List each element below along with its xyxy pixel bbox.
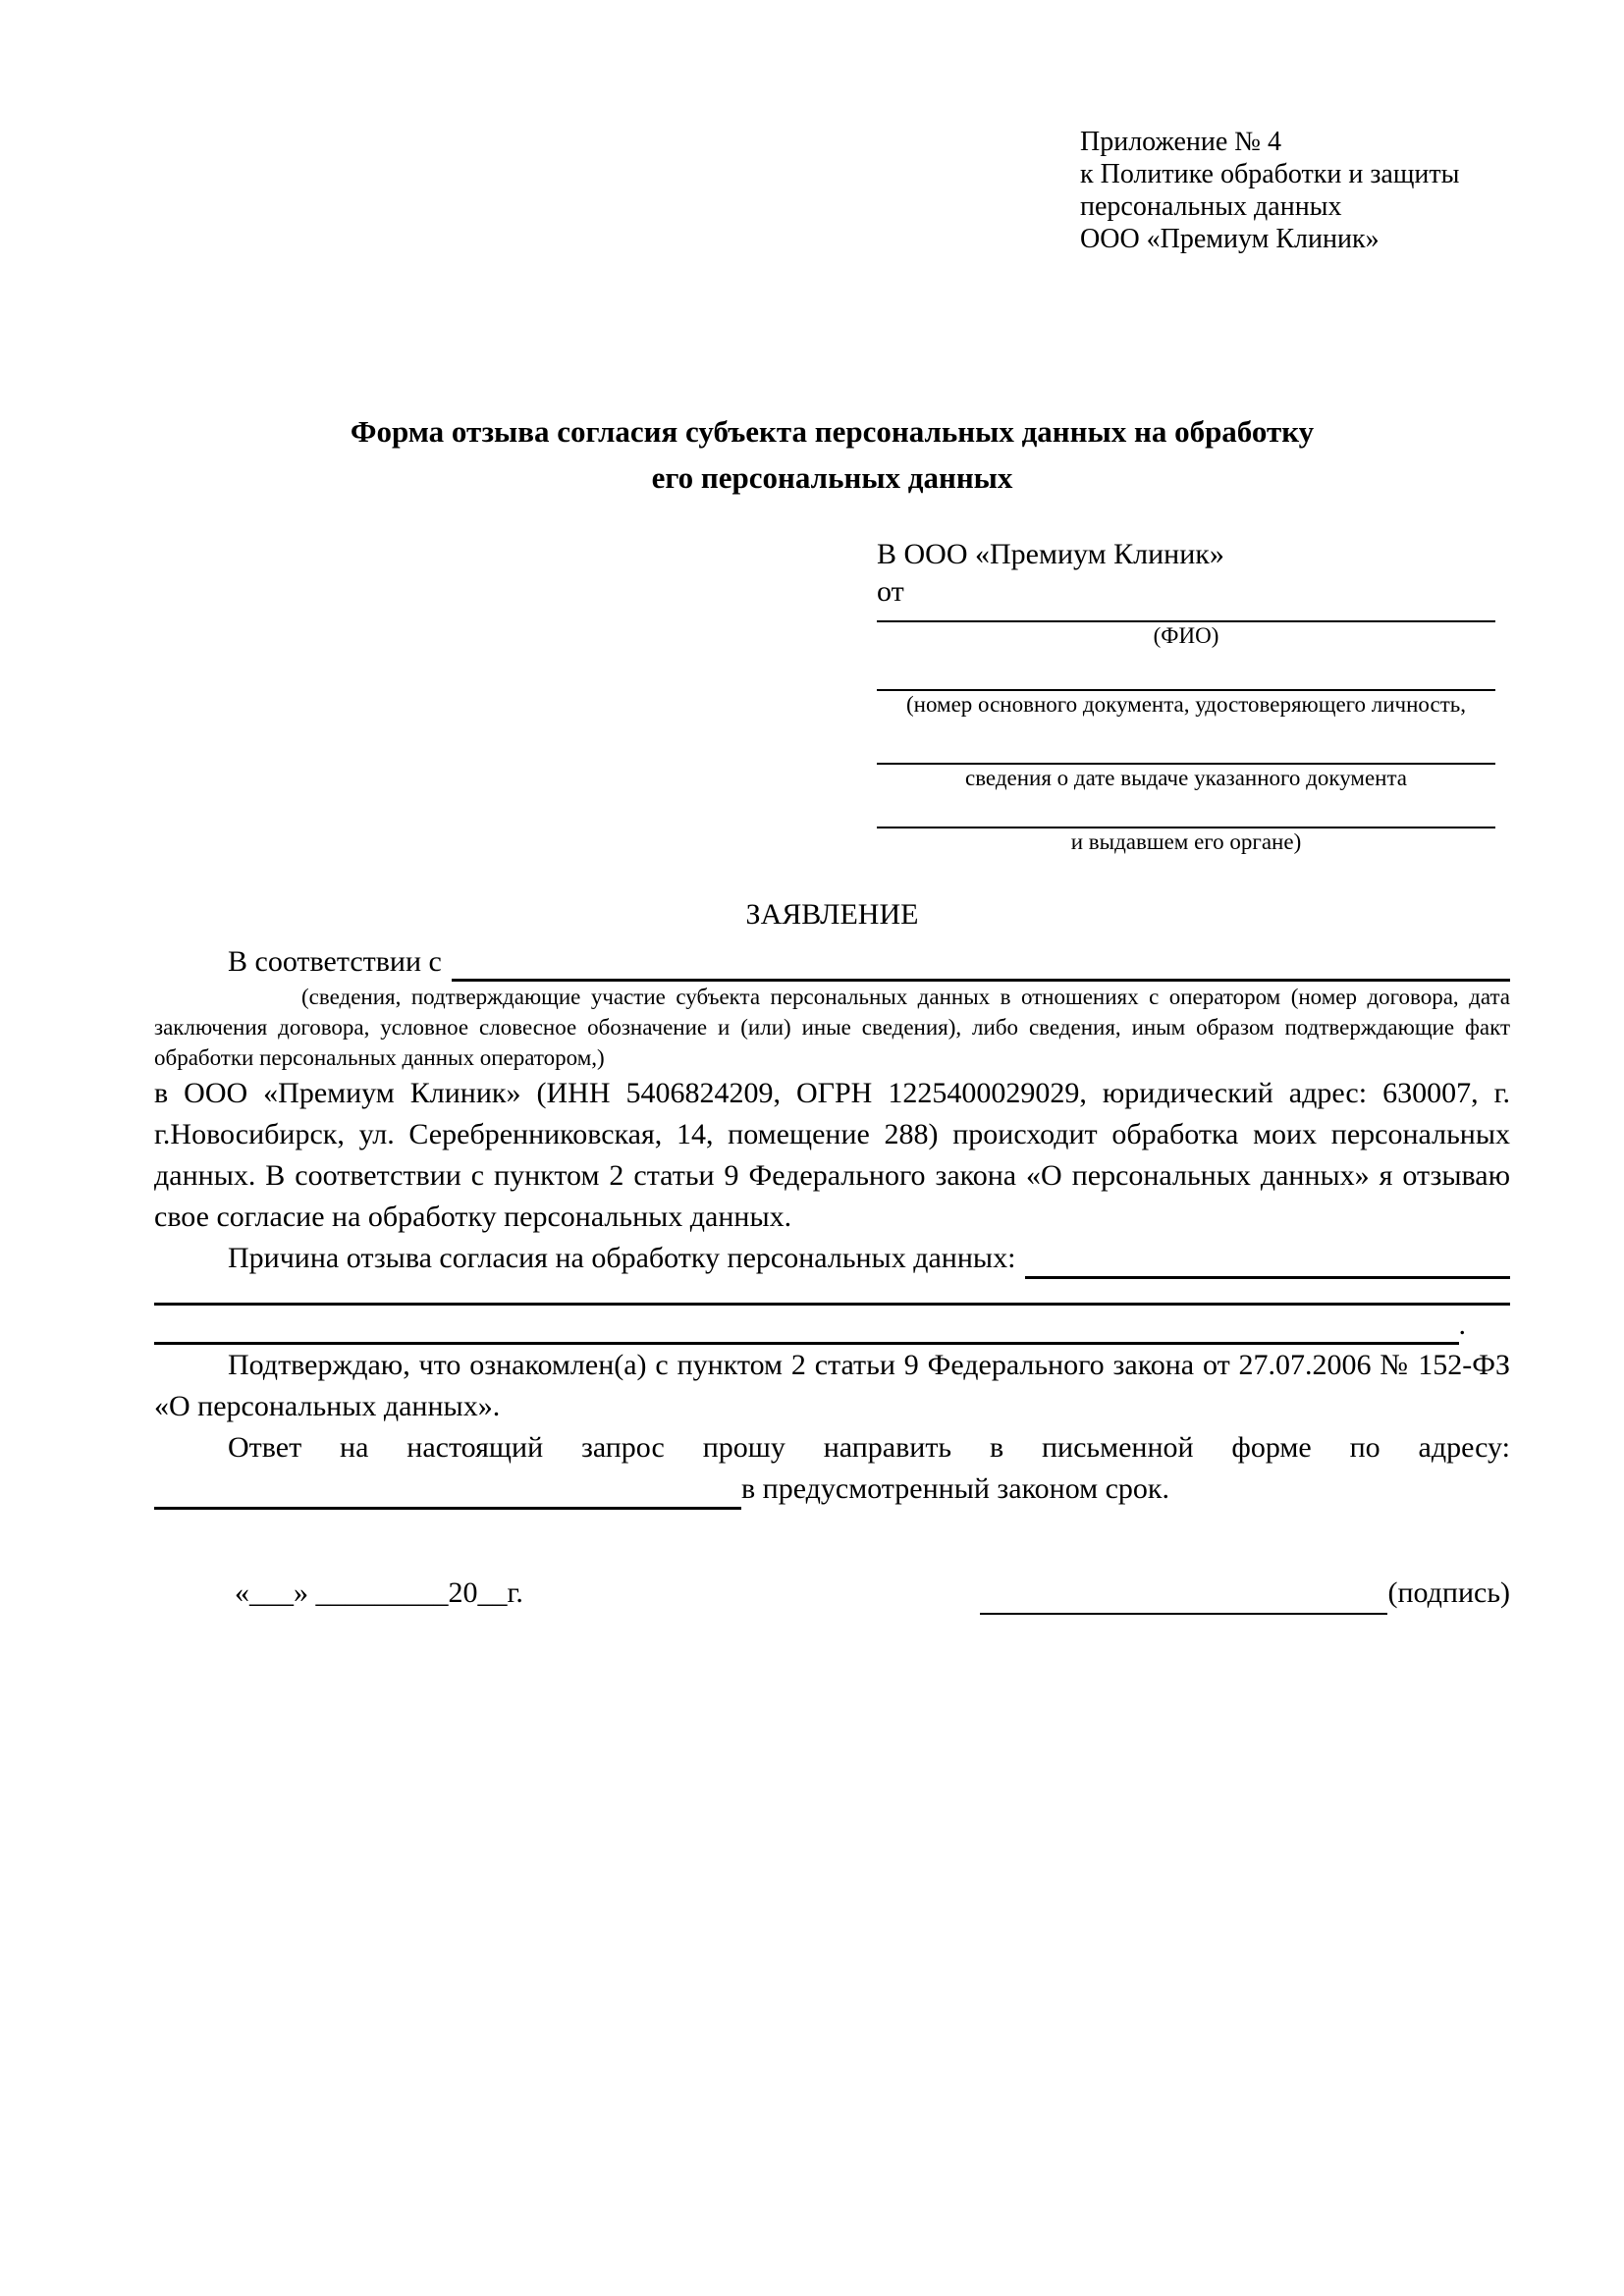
response-address-blank-line [154,1473,741,1510]
intro-blank-line [452,945,1510,982]
appendix-line: ООО «Премиум Клиник» [1080,224,1380,254]
intro-prefix: В соответствии с [228,945,442,978]
signature-blank-line [980,1577,1387,1615]
document-title [154,408,1510,501]
addressee-block [877,536,1495,856]
reason-blank-line-2 [154,1279,1510,1306]
statement-body-paragraph: в ООО «Премиум Клиник» (ИНН 5406824209, ОГРН 1225400029029, юридический адрес: 630007, г. г.Новосибирск, ул. Серебренниковская, 14, помещение 288) происходит обработка моих персональных данных. В соответствии с пунктом 2 статьи 9 Федерального закона «О персональных данных» я отзываю свое согласие на обработку персональных данных. [154,1077,1510,1233]
document-number-caption: (номер основного документа, удостоверяющего личность, [905,692,1466,717]
fio-field [877,611,1495,650]
date-signature-row [154,1571,1510,1615]
appendix-block [1080,126,1510,255]
appendix-line: персональных данных [1080,191,1342,222]
issue-date-field [877,719,1495,792]
signature-caption: (подпись) [1387,1576,1510,1609]
issuing-authority-caption: и выдавшем его органе) [1070,829,1302,854]
document-title-line2: его персональных данных [651,460,1013,495]
intro-line [154,942,1510,982]
signature-block [980,1571,1510,1615]
fio-caption: (ФИО) [1153,623,1219,648]
issue-date-caption: сведения о дате выдаче указанного документа [964,766,1408,790]
response-suffix: в предусмотренный законом срок. [741,1472,1169,1505]
reason-blank-line [1025,1243,1510,1279]
reason-line [154,1238,1510,1279]
reason-label: Причина отзыва согласия на обработку персональных данных: [228,1242,1016,1274]
response-address-line [154,1468,1510,1510]
reason-terminator: . [1458,1308,1466,1341]
date-line: «___» _________20__г. [235,1576,523,1609]
fine-print-note: (сведения, подтверждающие участие субъекта персональных данных в отношениях с оператором (номер договора, дата заключения договора, условное словесное обозначение и (или) иные сведения), либо сведения, иным образом подтверждающие факт обработки персональных данных оператором,) [154,985,1510,1070]
addressee-from-label: от [877,575,904,608]
issuing-authority-blank-line [877,792,1495,828]
issuing-authority-field [877,792,1495,856]
addressee-to: В ООО «Премиум Клиник» [877,538,1224,570]
document-number-field [877,650,1495,719]
reason-blank-line-3 [154,1306,1510,1345]
fio-blank-line [877,611,1495,622]
document-title-line1: Форма отзыва согласия субъекта персональных данных на обработку [350,414,1315,449]
reason-blank-line-3-rule [154,1308,1459,1345]
appendix-line: к Политике обработки и защиты [1080,159,1460,189]
confirmation-paragraph: Подтверждаю, что ознакомлен(а) с пунктом 2 статьи 9 Федерального закона от 27.07.2006 № 152-ФЗ «О персональных данных». [154,1349,1510,1422]
response-prefix: Ответ на настоящий запрос прошу направить в письменной форме по адресу: [228,1431,1510,1464]
appendix-line: Приложение № 4 [1080,127,1281,157]
statement-heading: ЗАЯВЛЕНИЕ [745,898,919,931]
document-number-blank-line [877,650,1495,691]
issue-date-blank-line [877,719,1495,765]
